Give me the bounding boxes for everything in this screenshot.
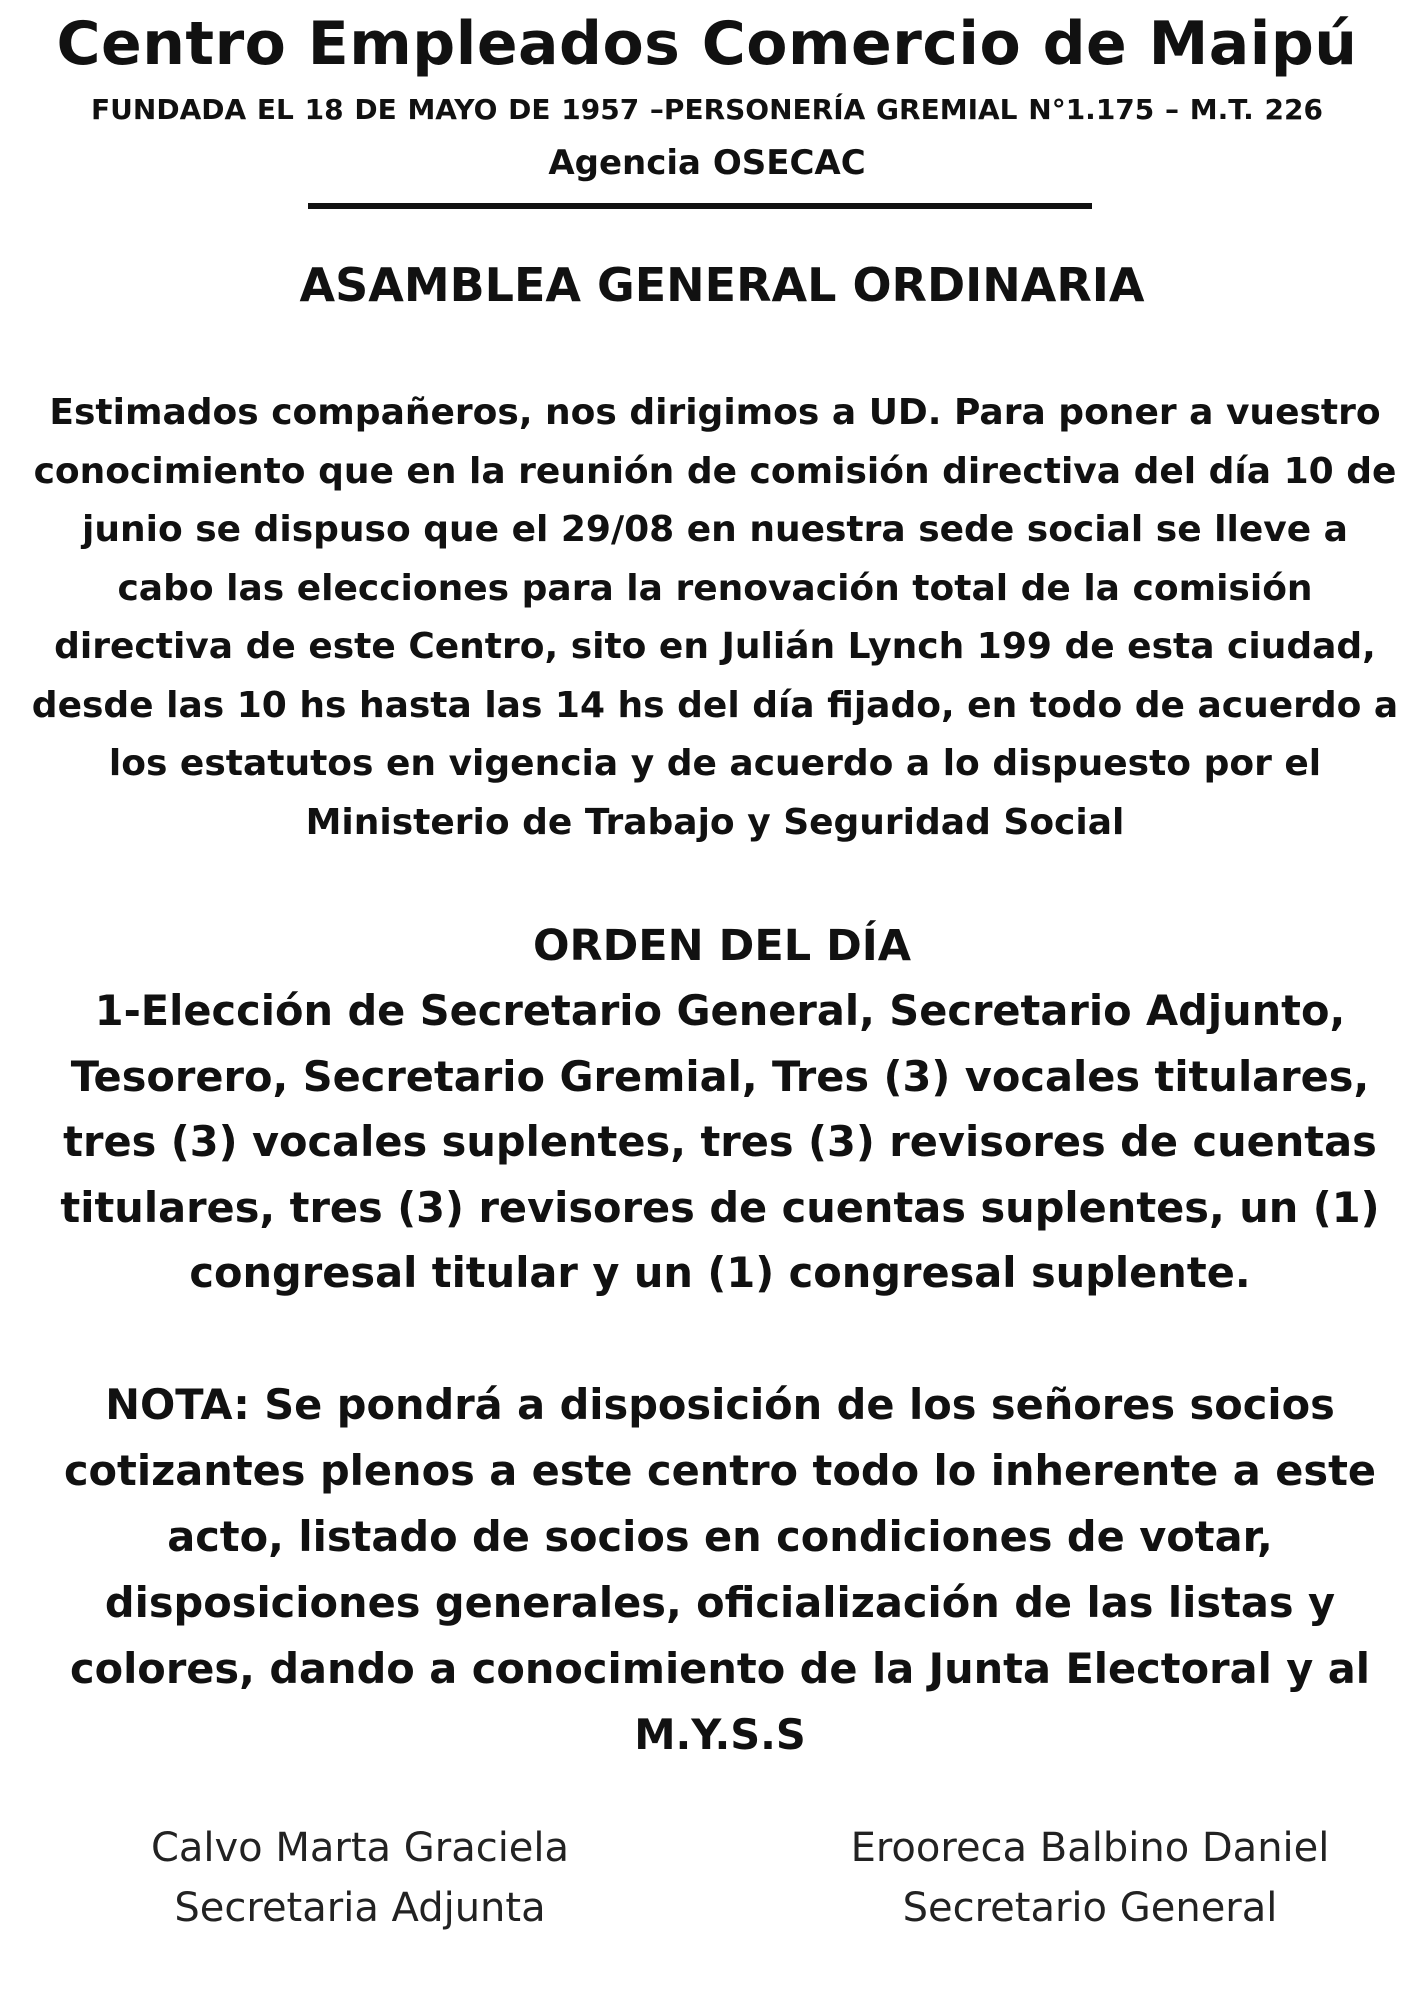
agenda-item: 1-Elección de Secretario General, Secretario Adjunto, Tesorero, Secretario Gremial, Tres (3) vocales titulares, tres (3) vocales suplentes, tres (3) revisores de cuentas titulares, tres (3) revisores de cuentas suplentes, un (1) congresal titular y un (1) congresal suplente. [60,986,1380,1297]
agenda-title: ORDEN DEL DÍA [532,921,912,971]
header-divider [308,203,1092,209]
signature-right [810,1818,1370,1938]
signature-right-role: Secretario General [902,1885,1278,1931]
founding-line: FUNDADA EL 18 DE MAYO DE 1957 –PERSONERÍA GREMIAL N°1.175 – M.T. 226 [91,93,1323,126]
signature-left [80,1818,640,1938]
agency-line: Agencia OSECAC [548,143,866,183]
signature-left-name: Calvo Marta Graciela [150,1825,570,1871]
assembly-title: ASAMBLEA GENERAL ORDINARIA [299,258,1145,312]
intro-paragraph: Estimados compañeros, nos dirigimos a UD. Para poner a vuestro conocimiento que en la reunión de comisión directiva del día 10 de junio se dispuso que el 29/08 en nuestra sede social se lleve a cabo las elecciones para la renovación total de la comisión directiva de este Centro, sito en Julián Lynch 199 de esta ciudad, desde las 10 hs hasta las 14 hs del día fijado, en todo de acuerdo a los estatutos en vigencia y de acuerdo a lo dispuesto por el Ministerio de Trabajo y Seguridad Social [31,392,1399,843]
signature-left-role: Secretaria Adjunta [174,1885,546,1931]
note-paragraph: NOTA: Se pondrá a disposición de los señores socios cotizantes plenos a este centro todo lo inherente a este acto, listado de socios en condiciones de votar, disposiciones generales, oficialización de las listas y colores, dando a conocimiento de la Junta Electoral y al M.Y.S.S [63,1380,1377,1759]
organization-name: Centro Empleados Comercio de Maipú [56,9,1358,79]
signature-right-name: Erooreca Balbino Daniel [850,1825,1330,1871]
